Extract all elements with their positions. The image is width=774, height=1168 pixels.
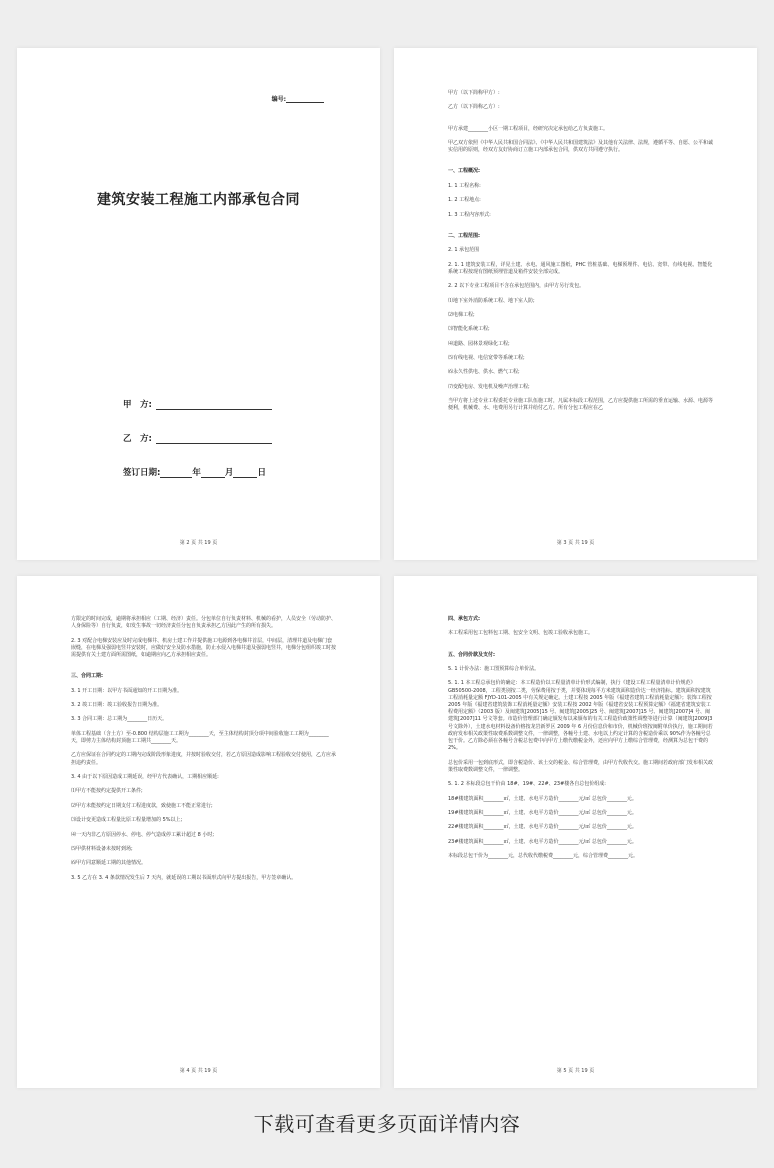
party-a-label: 甲 方: xyxy=(123,400,152,410)
paragraph: 3. 4 由于以下原因造成工期延误，经甲方代表确认，工期相应顺延: xyxy=(71,773,219,780)
section-heading: 四、承包方式: xyxy=(448,616,481,622)
page-footer: 第 2 页 共 19 页 xyxy=(179,540,218,546)
contract-cover-page xyxy=(17,48,380,560)
contract-number-label: 编号: xyxy=(271,96,286,103)
month-label: 月 xyxy=(224,468,234,478)
paragraph: 当甲方将上述专业工程委托专业施工队伍施工时，凡属本标段工程范围，乙方应提供施工所需的垂直运输、水源、电源等便利，机械费、水、电费用另行计算并给付乙方。所有分包工程应在乙 xyxy=(448,398,714,412)
paragraph: 1. 2 工程地点: xyxy=(448,197,481,204)
party-a-field xyxy=(123,398,272,410)
day-blank xyxy=(233,468,257,478)
paragraph: 乙方（以下简称乙方）: xyxy=(448,104,500,111)
contract-number-field xyxy=(272,94,324,103)
paragraph: 3. 3 合同工期：总工期为________日历天。 xyxy=(71,716,168,723)
party-b-field xyxy=(123,432,272,444)
paragraph: 单体工程基础（含土方）至-0.800 结构层施工工期为________天，至主体结构封顶分项中间验收施工工期为________天，即剪力主体结构封顶施工工期共________天。 xyxy=(71,730,329,744)
paragraph: 3. 5 乙方在 3. 4 条款情况发生后 7 天内，就延误的工期以书面形式向甲方提出报告，甲方签章确认。 xyxy=(71,874,297,881)
paragraph: 总包价采用一包到底形式，即含税造价、该土交的税金、综合管理费，由甲方代收代交。施工期间若政府部门发布相关政策性取费数调整文件，一律调整。 xyxy=(448,759,714,773)
page-footer: 第 3 页 共 19 页 xyxy=(556,540,595,546)
paragraph: 1. 3 工程内容形式: xyxy=(448,211,491,218)
contract-page-5 xyxy=(394,576,757,1088)
contract-page-4 xyxy=(17,576,380,1088)
paragraph: ⑵甲方未能按约定日期支付工程进度款，致使施工不能正常进行; xyxy=(71,802,213,809)
paragraph: ⑹永久性供电、供水、燃气工程; xyxy=(448,369,520,376)
paragraph: 本标段总包干价为________元，总代收代缴税费________元，综合管理费________元。 xyxy=(448,853,639,860)
contract-title: 建筑安装工程施工内部承包合同 xyxy=(97,192,300,208)
section-heading: 二、工程范围: xyxy=(448,232,481,239)
paragraph: 5. 1. 2 本标段总包干价由 18#、19#、22#、23#楼各自总包价组成: xyxy=(448,781,606,788)
paragraph: ⑹甲方同意顺延工期的其他情况。 xyxy=(71,860,147,867)
paragraph: ⑴甲方不能按约定提供开工条件; xyxy=(71,788,143,795)
section-heading: 一、工程概况: xyxy=(448,168,481,175)
sign-date-field xyxy=(123,466,266,478)
paragraph: 本工程采用包工包料包工期、包安全文明、包竣工验收承包施工。 xyxy=(448,630,594,637)
page-body xyxy=(448,616,713,868)
section-heading: 三、合同工期: xyxy=(71,673,104,680)
paragraph: 3. 2 竣工日期：竣工验收报告日期为准。 xyxy=(71,701,163,708)
paragraph: 方限定的时间完成，逾期将承担相应（工期、经济）责任。分包单位自行负责材料、机械的看护，人员安全（劳动防护、人身保险等）自行负责，如发生事故一切经济责任分包自负责承担乙方因此产生的所有损失。 xyxy=(71,616,337,630)
day-label: 日 xyxy=(257,468,266,478)
paragraph: ⑸甲供材料设备未按时到场; xyxy=(71,845,133,852)
paragraph: ⑶设计变更造成工程量比原工程量增加的 5%以上; xyxy=(71,817,183,824)
year-blank xyxy=(160,468,192,478)
year-label: 年 xyxy=(192,468,201,478)
page-footer: 第 5 页 共 19 页 xyxy=(556,1068,595,1074)
paragraph: 1. 1 工程名称: xyxy=(448,182,481,189)
paragraph: ⑺变配电房、发电机及噪声治理工程; xyxy=(448,383,530,390)
paragraph: 5. 1. 1 本工程总承包价的确定：本工程造价以工程量清单计价形式编制，执行《建设工程工程量清单计价规范》GB50500-2008，工程类别按二类，劳保费用按于类，并要体现每平方米建筑面积造价达一经济指标。建筑面积按建筑工程消耗量定额 FJYD-101-2005 中有关规定确定。土建工程按 2005 年版《福建省建筑工程消耗量定额》；装饰工程按 2005 年版《福建省建筑装饰工程消耗量定额》安装工程按 2002 年版《福建省安装工程预算定额》《福建省建筑安装工程费用定额》（2003 版）及闽建筑[2005]15 号、闽建筑[2005]25 号、闽建筑[2007]15 号、闽建筑[2007]4 号、闽建筑[2007]11 号文等套。市造价管理部门确定颁发布以来颁布的有关工程造价政策性调整等进行计算（闽建筑[2009]3 号文除外），土建水电材料设备价格按龙岩新罗区 2009 年 6 月份信息价和市价，机械价班按闽附单价执行，施工期间若政府发布相关政策性取费系数调整文件，一律调整，各幢号土建、水电以上约定计算的含税造价乘以 90%作为各幢号总包干价。乙方除必须在各幢号含税总包费中向甲方上缴代缴税金外，还应向甲方上缴综合管理费，经测算为总包干费的 2%。 xyxy=(448,680,713,752)
contract-number-blank xyxy=(286,95,324,103)
paragraph: 甲乙双方依照《中华人民共和国合同法》、《中华人民共和国建筑法》及其他有关法律、法规，遵循平等、自愿、公平和诚实信用的原则，经双方友好协商订立施工内部承包合同，供双方共同遵守执行。 xyxy=(448,139,714,154)
paragraph: ⑷道路、园林景观绿化工程; xyxy=(448,340,510,347)
month-blank xyxy=(201,468,225,478)
paragraph: ⑶智能化系统工程; xyxy=(448,326,490,333)
paragraph: 甲方承建________小区一期工程项目，经研究决定承包给乙方负责施工。 xyxy=(448,125,609,132)
paragraph: 23#楼建筑面积________㎡，土建、水电平方造价________元/㎡ 总包价________元。 xyxy=(448,838,637,845)
paragraph: 22#楼建筑面积________㎡，土建、水电平方造价________元/㎡ 总包价________元。 xyxy=(448,824,637,831)
paragraph: ⑵电梯工程; xyxy=(448,311,475,318)
contract-page-3 xyxy=(394,48,757,560)
party-a-blank xyxy=(156,400,272,410)
paragraph: 19#楼建筑面积________㎡，土建、水电平方造价________元/㎡ 总包价________元。 xyxy=(448,809,637,816)
party-b-label: 乙 方: xyxy=(123,434,152,444)
paragraph: ⑸有线电视、电信宽带等系统工程; xyxy=(448,355,525,362)
paragraph: ⑴地下室外消防系统工程、地下室人防; xyxy=(448,297,535,304)
paragraph: 3. 1 开工日期：以甲方书面通知的开工日期为准。 xyxy=(71,687,183,694)
paragraph: 2. 3 对配合电梯安装应及时完成电梯井、机房土建工作并提供施工电源到各电梯井首层，中间层，清理井道及电梯门套嵌缝，在电梯及强弱电竖井安装时，应做好安全及防水措施，防止水侵入电梯井道及强弱电竖井，电梯分包组织竣工时按需提供有关土建方面所需图纸，如逾期应向乙方承担相应责任。 xyxy=(71,637,337,658)
paragraph: 甲方（以下简称甲方）: xyxy=(448,90,500,96)
download-caption: 下载可查看更多页面详情内容 xyxy=(253,1112,521,1136)
sign-date-label: 签订日期: xyxy=(123,468,161,478)
paragraph: 18#楼建筑面积________㎡，土建、水电平方造价________元/㎡ 总包价________元。 xyxy=(448,795,637,802)
page-body xyxy=(448,90,713,420)
paragraph: 2. 1 承包范围 xyxy=(448,247,480,254)
party-b-blank xyxy=(156,434,272,444)
paragraph: 2. 2 以下专业工程项目不含在承包范围内，由甲方另行发包。 xyxy=(448,283,585,290)
paragraph: 5. 1 计价办法：施工图预算综合单价法。 xyxy=(448,665,540,672)
paragraph: 2. 1. 1 建筑安装工程，详见土建、水电、通风施工图纸，PHC 管桩基础、电梯预埋件、电信、宽带、有线电视、智能化系统工程按现有图纸预埋管道及箱件安装全部完成。 xyxy=(448,261,713,275)
section-heading: 五、合同价款及支付: xyxy=(448,651,496,658)
paragraph: 乙方应保证在合同约定的工期内完成阶段形象进度，并按时验收交付，若乙方原因造成影响工程验收交付使用，乙方应承担违约责任。 xyxy=(71,752,337,766)
page-footer: 第 4 页 共 19 页 xyxy=(179,1068,218,1074)
paragraph: ⑷一天内非乙方原因停水、停电、停气造成停工累计超过 8 小时; xyxy=(71,831,215,838)
page-body xyxy=(71,616,336,889)
